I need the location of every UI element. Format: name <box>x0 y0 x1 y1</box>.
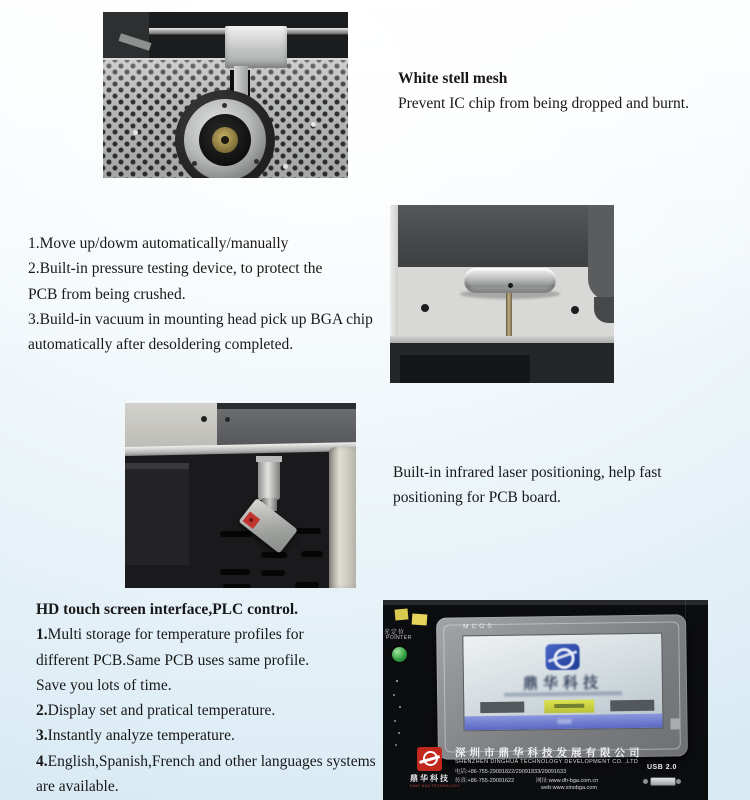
side-label-cn: 光定位 <box>384 630 406 636</box>
stylus-tab <box>670 718 679 729</box>
item-text: Instantly analyze temperature. <box>47 727 235 745</box>
company-name-en: SHENZHEN DINGHUA TECHNOLOGY DEVELOPMENT CO. ,LTD <box>455 759 639 765</box>
item-text: English,Spanish,French and other languages systems <box>47 752 376 770</box>
item-number: 1. <box>36 626 48 644</box>
section-touch-text <box>36 597 376 799</box>
item-number: 4. <box>36 752 48 770</box>
item-text: Display set and pratical temperature. <box>47 702 276 720</box>
section-mesh-body: Prevent IC chip from being dropped and burnt. <box>398 95 689 113</box>
clamp-block <box>225 26 287 68</box>
vent-slot <box>261 552 287 558</box>
screen-taskbar <box>464 714 662 731</box>
item-text: Multi storage for temperature profiles for <box>47 626 304 644</box>
green-button <box>390 645 409 664</box>
vent-slot <box>295 528 321 534</box>
company-fax: 传真:+86-755-29091622 <box>455 778 515 784</box>
heater-disc <box>464 268 556 293</box>
screen-button-highlighted <box>544 700 594 714</box>
dinghua-logo-en: DING HUA TECHNOLOGY <box>410 784 460 788</box>
feature-line <box>36 774 376 799</box>
item-number: 3. <box>36 727 48 745</box>
feature-line: positioning for PCB board. <box>393 489 561 507</box>
feature-line: 2.Built-in pressure testing device, to protect the <box>28 260 323 278</box>
laser-positioning-photo <box>125 403 356 588</box>
mesh-table-photo <box>103 12 348 178</box>
heater-ring-silver <box>184 99 266 178</box>
dark-base <box>390 343 614 383</box>
mounting-head-photo <box>390 205 614 383</box>
company-site: 网址:www.dh-bga.com.cn <box>536 778 599 784</box>
company-fax-site <box>455 776 598 784</box>
boot-logo-text: 鼎华科技 <box>522 675 604 693</box>
usb-port <box>643 776 681 785</box>
screen-button <box>480 702 524 714</box>
panel-top-edge <box>383 600 708 605</box>
feature-line <box>36 749 376 774</box>
panel-left-edge <box>390 205 398 336</box>
item-text: different PCB.Same PCB uses same profile. <box>36 651 310 669</box>
feature-line: 3.Build-in vacuum in mounting head pick up BGA chip <box>28 310 373 328</box>
side-label-en: POINTER <box>386 635 412 641</box>
company-name-cn: 深圳市鼎华科技发展有限公司 <box>455 747 644 759</box>
top-right-block <box>217 409 356 447</box>
heater-element <box>212 127 238 153</box>
panel-screws <box>421 304 429 312</box>
company-web: web:www.sinobga.com <box>541 785 597 791</box>
feature-line: PCB from being crushed. <box>28 285 186 303</box>
hmi-screen <box>462 633 663 732</box>
usb-port-slot <box>650 777 676 786</box>
section-head-text <box>28 231 373 357</box>
section-mesh-heading: White stell mesh <box>398 70 508 87</box>
item-text: Save you lots of time. <box>36 676 172 694</box>
feature-line <box>36 673 376 698</box>
shelf-edge <box>390 336 614 343</box>
vent-slot <box>220 569 250 575</box>
top-left-panel <box>125 403 217 447</box>
right-column <box>329 447 356 588</box>
heater-recess <box>199 114 251 166</box>
vent-slot <box>295 582 319 588</box>
vent-slot <box>301 551 323 557</box>
feature-line: 1.Move up/dowm automatically/manually <box>28 235 289 252</box>
yellow-sticker <box>412 613 428 625</box>
feature-line <box>36 648 376 673</box>
boot-logo-icon <box>545 644 579 670</box>
screen-button <box>610 700 654 712</box>
section-laser-text <box>393 460 662 511</box>
plate-screws <box>133 130 138 135</box>
left-dark-block <box>125 463 189 565</box>
ring-screws <box>222 103 227 108</box>
vent-slot <box>261 570 285 576</box>
usb-label: USB 2.0 <box>647 764 677 771</box>
vent-slot <box>220 531 252 537</box>
feature-line: Built-in infrared laser positioning, help fast <box>393 464 662 481</box>
section-touch-heading: HD touch screen interface,PLC control. <box>36 601 299 618</box>
dinghua-logo-cn: 鼎华科技 <box>410 774 450 783</box>
feature-line <box>36 723 376 748</box>
hmi-bezel <box>436 614 688 759</box>
company-phone: 电话:+86-755-29091822/29091833/29091633 <box>455 769 567 775</box>
hmi-brand-label: MCGS <box>463 622 495 631</box>
item-number: 2. <box>36 702 48 720</box>
yellow-sticker <box>395 608 409 620</box>
laser-lens <box>243 512 261 529</box>
touch-screen-photo <box>383 600 708 800</box>
feature-line <box>36 698 376 723</box>
feature-line <box>36 622 376 647</box>
laser-module <box>238 498 297 554</box>
machine-head <box>398 205 588 267</box>
side-markings <box>396 680 398 682</box>
vent-slot <box>223 584 251 588</box>
machine-right-wall <box>588 205 614 301</box>
laser-mount-cylinder <box>258 456 280 500</box>
dinghua-logo-icon <box>417 747 442 771</box>
section-mesh-text <box>398 66 689 117</box>
boot-subtitle-smear <box>504 691 622 697</box>
item-text: are available. <box>36 778 119 796</box>
feature-line: automatically after desoldering completed. <box>28 336 294 354</box>
